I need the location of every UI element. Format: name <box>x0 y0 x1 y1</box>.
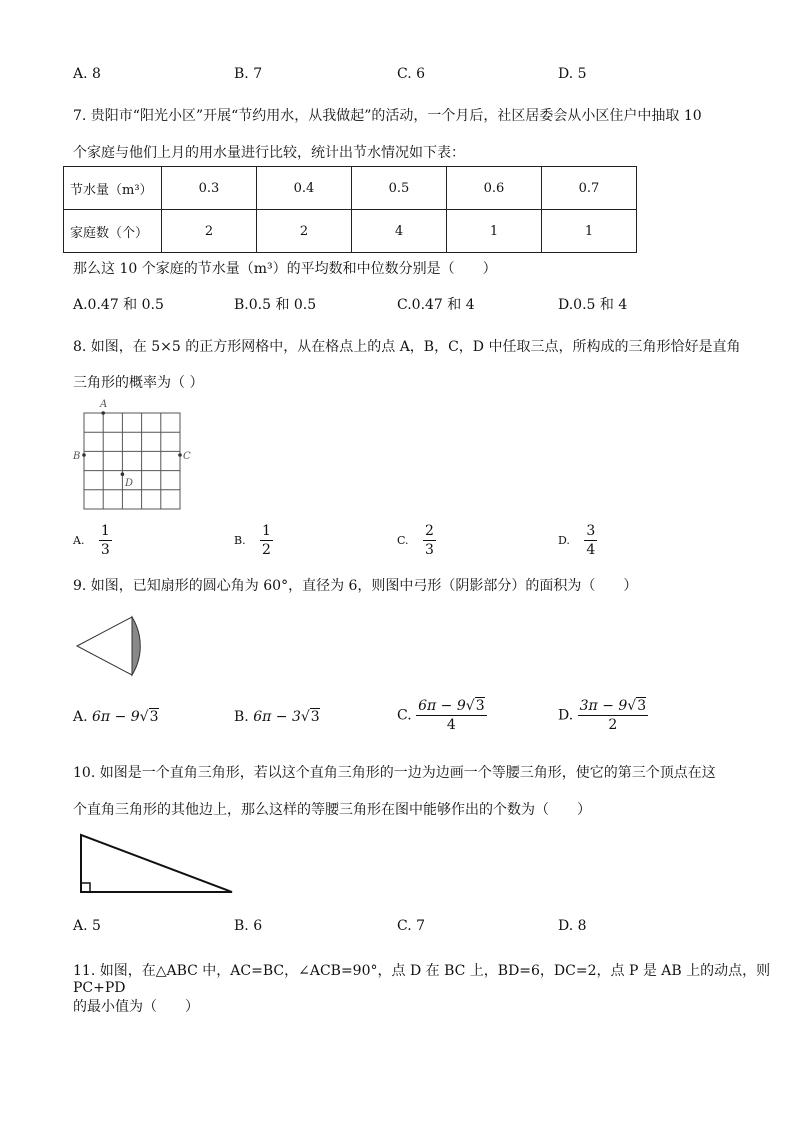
q6-option-a: A. 8 <box>73 66 101 82</box>
q8-option-a: A. $\frac{1}{3}$ <box>73 523 110 558</box>
grid-figure <box>70 395 200 520</box>
q7-question: 那么这 10 个家庭的节水量（m³）的平均数和中位数分别是（ ） <box>73 261 497 277</box>
sector-figure <box>72 612 157 680</box>
q8-option-c: C. $\frac{2}{3}$ <box>397 523 434 558</box>
table-cell: 1 <box>542 210 637 253</box>
q8-text-line1: 8. 如图，在 5×5 的正方形网格中，从在格点上的点 A，B，C，D 中任取三点，所构成的三角形恰好是直角 <box>73 339 741 355</box>
q8-option-b: B. $\frac{1}{2}$ <box>234 523 271 558</box>
right-triangle-figure <box>78 832 238 896</box>
q6-option-d: D. 5 <box>558 66 587 82</box>
table-cell: 4 <box>352 210 447 253</box>
q7-text-line1: 7. 贵阳市“阳光小区”开展“节约用水，从我做起”的活动，一个月后，社区居委会从小区住户中抽取 10 <box>73 108 702 124</box>
q10-option-b: B. 6 <box>234 918 263 934</box>
q10-option-d: D. 8 <box>558 918 587 934</box>
label-a: A <box>100 399 108 410</box>
q7-option-a: A.0.47 和 0.5 <box>73 297 164 313</box>
q11-text-line2: 的最小值为（ ） <box>73 999 199 1015</box>
q9-option-c: C. $\frac{6\pi - 9√3}{4}$ <box>397 698 485 733</box>
water-saving-table <box>63 166 637 253</box>
q7-option-c: C.0.47 和 4 <box>397 297 475 313</box>
label-b: B <box>73 451 81 462</box>
q9-text-line1: 9. 如图，已知扇形的圆心角为 60°，直径为 6，则图中弓形（阴影部分）的面积为（ ） <box>73 578 638 594</box>
table-cell: 1 <box>447 210 542 253</box>
label-d: D <box>125 478 134 489</box>
table-cell: 0.3 <box>162 167 257 210</box>
table-cell: 0.7 <box>542 167 637 210</box>
q10-text-line2: 个直角三角形的其他边上，那么这样的等腰三角形在图中能够作出的个数为（ ） <box>73 802 591 818</box>
q11-text-line1: 11. 如图，在△ABC 中，AC=BC，∠ACB=90°，点 D 在 BC 上，BD=6，DC=2，点 P 是 AB 上的动点，则 PC+PD <box>73 963 771 996</box>
q6-option-c: C. 6 <box>397 66 426 82</box>
q7-option-b: B.0.5 和 0.5 <box>234 297 317 313</box>
table-header-cell: 节水量（m³） <box>64 167 162 210</box>
q10-option-a: A. 5 <box>73 918 101 934</box>
table-cell: 2 <box>162 210 257 253</box>
q8-option-d: D. $\frac{3}{4}$ <box>558 523 596 558</box>
table-cell: 0.4 <box>257 167 352 210</box>
q10-text-line1: 10. 如图是一个直角三角形，若以这个直角三角形的一边为边画一个等腰三角形，使它的第三个顶点在这 <box>73 765 716 781</box>
q9-option-a: A. 6π − 9√3 <box>73 709 159 725</box>
table-row <box>64 167 637 210</box>
table-header-cell: 家庭数（个） <box>64 210 162 253</box>
table-cell: 0.6 <box>447 167 542 210</box>
table-row <box>64 210 637 253</box>
q9-option-b: B. 6π − 3√3 <box>234 709 320 725</box>
table-cell: 2 <box>257 210 352 253</box>
table-cell: 0.5 <box>352 167 447 210</box>
q7-option-d: D.0.5 和 4 <box>558 297 628 313</box>
q7-text-line2: 个家庭与他们上月的用水量进行比较，统计出节水情况如下表： <box>73 145 465 161</box>
q9-option-d: D. $\frac{3\pi - 9√3}{2}$ <box>558 698 647 733</box>
q10-option-c: C. 7 <box>397 918 426 934</box>
label-c: C <box>183 451 191 462</box>
q8-text-line2: 三角形的概率为（ ） <box>73 375 204 391</box>
q6-option-b: B. 7 <box>234 66 263 82</box>
